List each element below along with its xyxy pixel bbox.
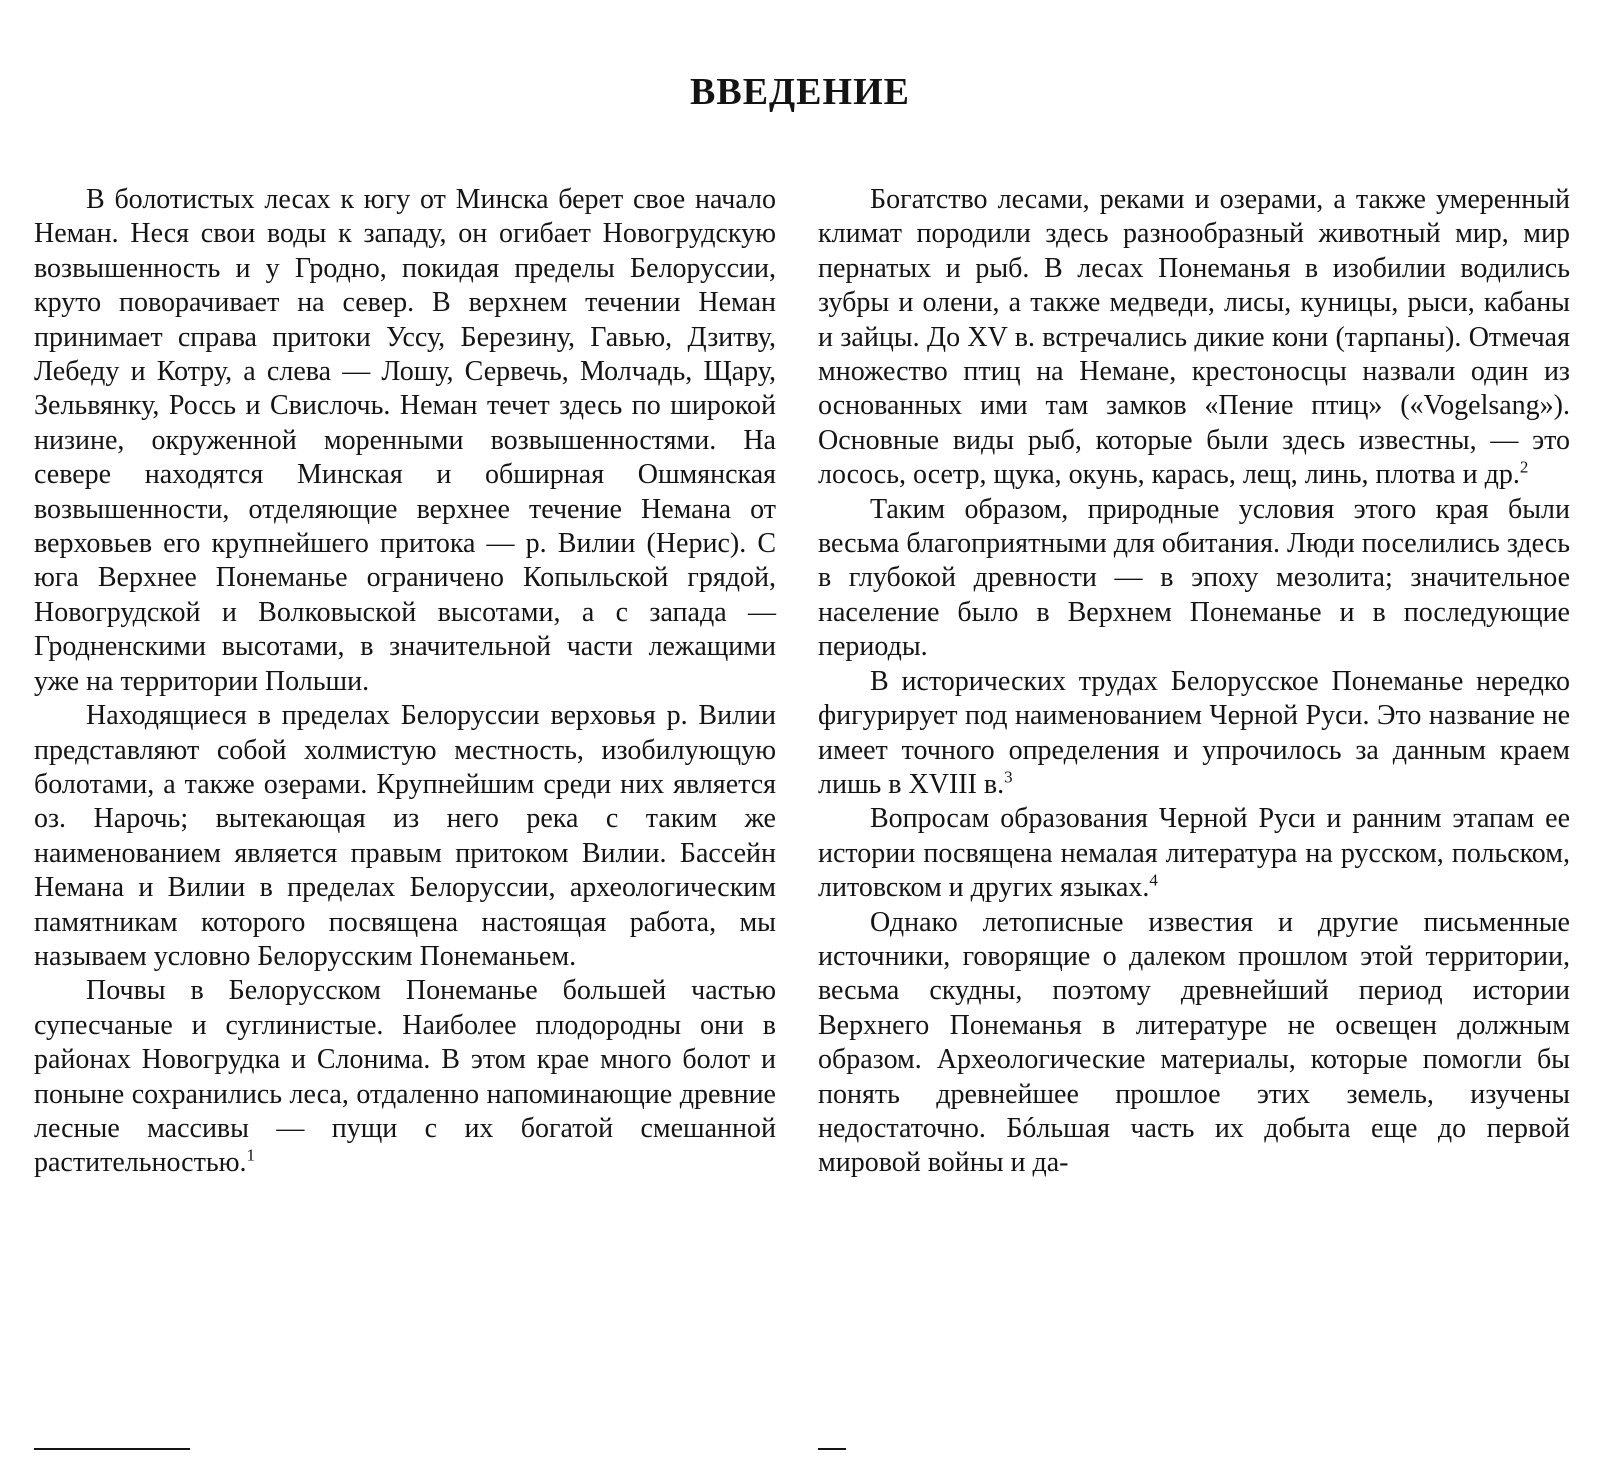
footnote-divider	[34, 1448, 190, 1450]
paragraph: Почвы в Белорусском Понеманье большей частью супесчаные и суглинистые. Наиболее плодородны они в районах Новогрудка и Слонима. В этом крае много болот и поныне сохранились леса, отдаленно напоминающие древние лесные массивы — пущи с их богатой смешанной растительностью.$^1$	[34, 975, 776, 1179]
paragraph: Находящиеся в пределах Белоруссии верховья р. Вилии представляют собой холмистую местность, изобилующую болотами, а также озерами. Крупнейшим среди них является оз. Нарочь; вытекающая из него река с таким же наименованием является правым притоком Вилии. Бассейн Немана и Вилии в пределах Белоруссии, археологическим памятникам которого посвящена настоящая работа, мы называем условно Белорусским Понеманьем.	[34, 700, 776, 972]
footnote-marker: 1	[246, 1146, 256, 1166]
paragraph: Богатство лесами, реками и озерами, а также умеренный климат породили здесь разнообразный животный мир, мир пернатых и рыб. В лесах Понеманья в изобилии водились зубры и олени, а также медведи, лисы, куницы, рыси, кабаны и зайцы. До XV в. встречались дикие кони (тарпаны). Отмечая множество птиц на Немане, крестоносцы назвали один из основанных ими там замков «Пение птиц» («Vogelsang»). Основные виды рыб, которые были здесь известны, — это лосось, осетр, щука, окунь, карась, лещ, линь, плотва и др.$^2$	[818, 184, 1570, 491]
paragraph: Однако летописные известия и другие письменные источники, говорящие о далеком прошлом этой территории, весьма скудны, поэтому древнейший период истории Верхнего Понеманья в литературе не освещен должным образом. Археологические материалы, которые помогли бы понять древнейшее прошлое этих земель, изучены недостаточно. Бóльшая часть их добыта еще до первой мировой войны и да-	[818, 906, 1570, 1179]
paragraph: В исторических трудах Белорусское Понеманье нередко фигурирует под наименованием Черной Руси. Это название не имеет точного определения и упрочилось за данным краем лишь в XVIII в.$^3$	[818, 665, 1570, 800]
right-column	[818, 183, 1570, 1181]
left-column	[34, 183, 776, 1181]
paragraph: В болотистых лесах к югу от Минска берет свое начало Неман. Неся свои воды к западу, он огибает Новогрудскую возвышенность и у Гродно, покидая пределы Белоруссии, круто поворачивает на север. В верхнем течении Неман принимает справа притоки Уссу, Березину, Гавью, Дзитву, Лебеду и Котру, а слева — Лошу, Сервечь, Молчадь, Щару, Зельвянку, Россь и Свислочь. Неман течет здесь по широкой низине, окруженной моренными возвышенностями. На севере находятся Минская и обширная Ошмянская возвышенности, отделяющие верхнее течение Немана от верховьев его крупнейшего притока — р. Вилии (Нерис). С юга Верхнее Понеманье ограничено Копыльской грядой, Новогрудской и Волковыской высотами, а с запада — Гродненскими высотами, в значительной части лежащими уже на территории Польши.	[34, 184, 776, 697]
paragraph: Таким образом, природные условия этого края были весьма благоприятными для обитания. Люди поселились здесь в глубокой древности — в эпоху мезолита; значительное население было в Верхнем Понеманье и в последующие периоды.	[818, 493, 1570, 663]
paragraph: Вопросам образования Черной Руси и ранним этапам ее истории посвящена немалая литература на русском, польском, литовском и других языках.$^4$	[818, 803, 1570, 904]
page-title: ВВЕДЕНИЕ	[690, 71, 910, 113]
footnote-marker: 3	[1004, 767, 1013, 787]
footnote-marker: 4	[1149, 870, 1158, 890]
footnote-divider	[818, 1448, 846, 1450]
footnote-marker: 2	[1519, 457, 1529, 477]
